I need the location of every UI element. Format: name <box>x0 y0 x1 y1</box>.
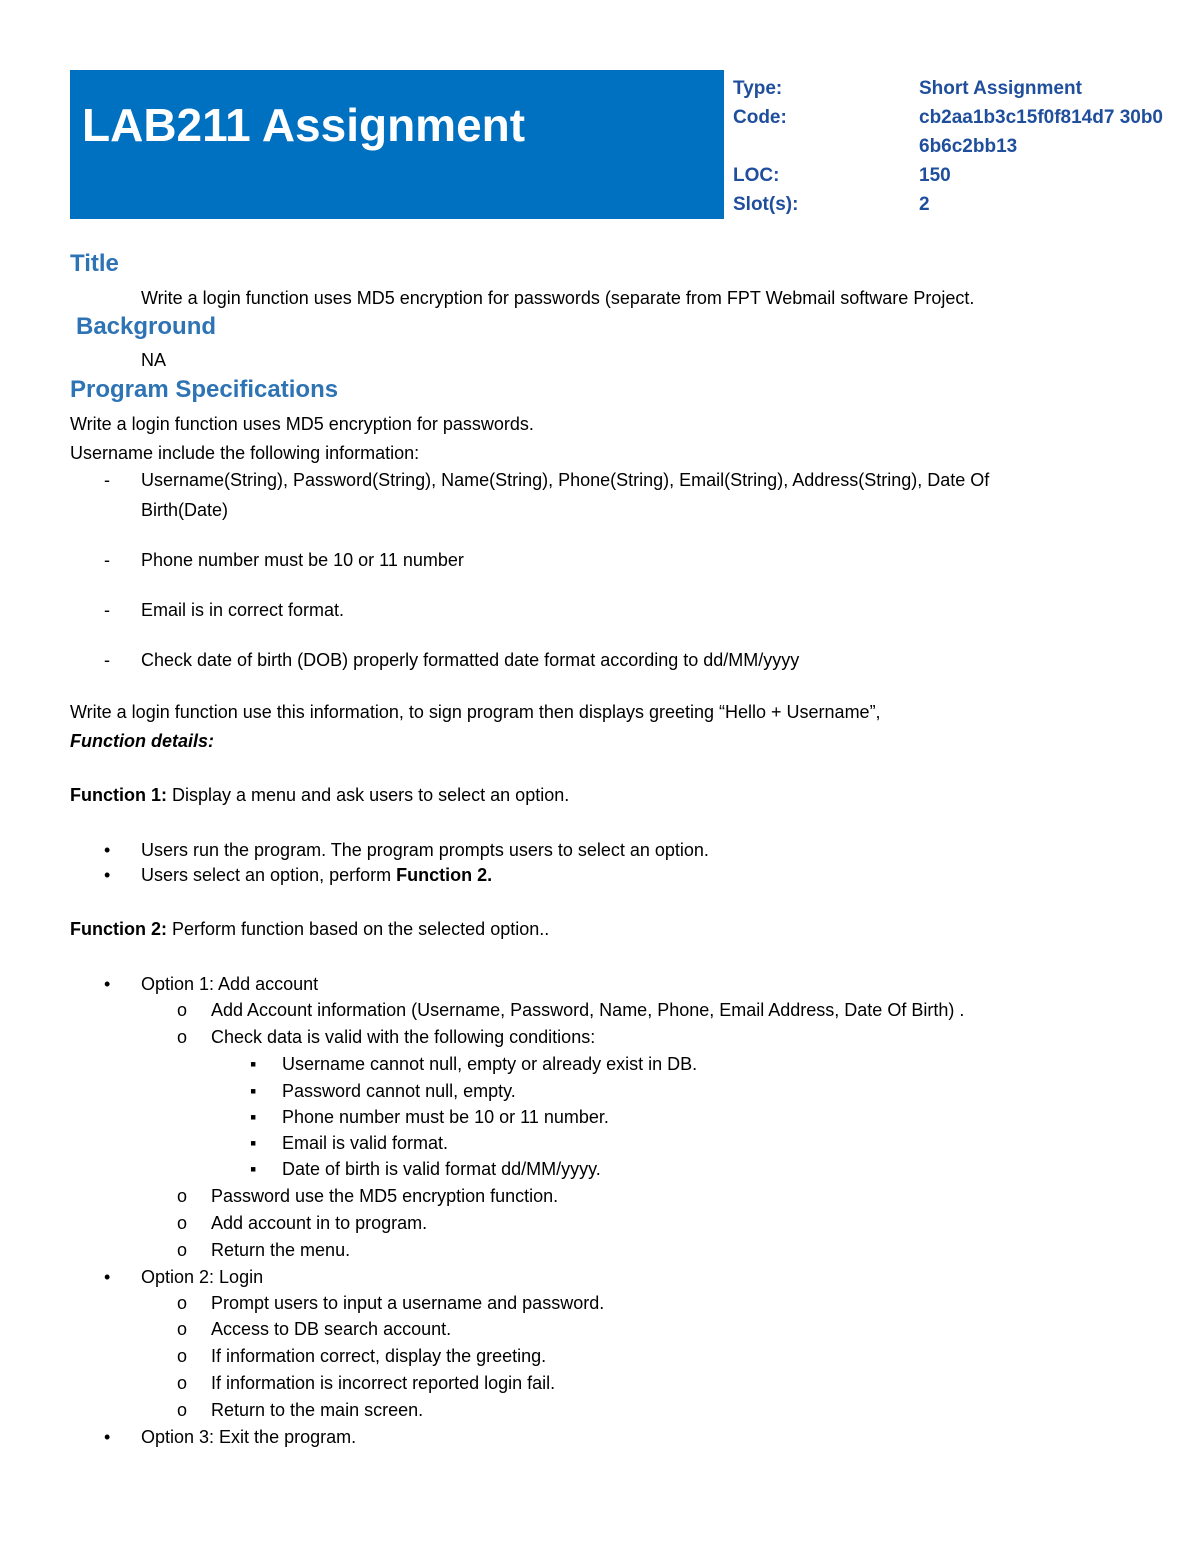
bullet-marker: • <box>104 865 111 885</box>
bullet-marker: • <box>104 974 111 994</box>
function2-label: Function 2: <box>70 919 167 939</box>
meta-value: cb2aa1b3c15f0f814d7 30b06b6c2bb13 <box>919 107 1163 157</box>
sub-item: Password use the MD5 encryption function. <box>211 1186 559 1206</box>
meta-value: 2 <box>919 194 930 215</box>
bullet-marker: • <box>104 1267 111 1287</box>
function1-label: Function 1: <box>70 785 167 805</box>
dash-marker: - <box>104 550 110 570</box>
circle-marker: o <box>177 1240 188 1260</box>
greeting-line: Write a login function use this information, to sign program then displays greeting “Hello + Username”, <box>70 702 881 722</box>
sub-item: Prompt users to input a username and password. <box>211 1293 605 1313</box>
square-marker: ▪ <box>250 1133 257 1153</box>
square-marker: ▪ <box>250 1081 257 1101</box>
meta-table <box>733 74 1173 219</box>
circle-marker: o <box>177 1213 188 1233</box>
sub-item: Return to the main screen. <box>211 1400 424 1420</box>
sub-item: Check data is valid with the following conditions: <box>211 1027 596 1047</box>
dash-item: Username(String), Password(String), Name(String), Phone(String), Email(String), Address(String), Date Of <box>141 470 990 490</box>
dash-marker: - <box>104 470 110 490</box>
square-marker: ▪ <box>250 1159 257 1179</box>
circle-marker: o <box>177 1373 188 1393</box>
meta-row-type <box>733 74 1173 103</box>
circle-marker: o <box>177 1346 188 1366</box>
option-3: Option 3: Exit the program. <box>141 1427 357 1447</box>
sub-item: Return the menu. <box>211 1240 351 1260</box>
page-title: LAB211 Assignment <box>82 99 526 151</box>
function2-line <box>70 916 549 942</box>
bullet-item: Users run the program. The program prompts users to select an option. <box>141 840 709 860</box>
meta-row-loc <box>733 161 1173 190</box>
background-heading: Background <box>76 313 217 340</box>
sub-item: If information is incorrect reported login fail. <box>211 1373 556 1393</box>
condition-item: Username cannot null, empty or already exist in DB. <box>282 1054 698 1074</box>
sub-item: Add Account information (Username, Password, Name, Phone, Email Address, Date Of Birth) . <box>211 1000 965 1020</box>
dash-item: Birth(Date) <box>141 500 229 520</box>
circle-marker: o <box>177 1000 188 1020</box>
meta-label: Type: <box>733 78 783 99</box>
function1-desc: Display a menu and ask users to select an option. <box>167 785 570 805</box>
spec-heading: Program Specifications <box>70 376 339 403</box>
circle-marker: o <box>177 1400 188 1420</box>
dash-marker: - <box>104 600 110 620</box>
square-marker: ▪ <box>250 1107 257 1127</box>
spec-line: Username include the following information: <box>70 443 420 463</box>
bullet-text: Users select an option, perform <box>141 865 397 885</box>
option-1: Option 1: Add account <box>141 974 319 994</box>
circle-marker: o <box>177 1293 188 1313</box>
meta-label: Slot(s): <box>733 194 799 215</box>
dash-marker: - <box>104 650 110 670</box>
bullet-bold: Function 2. <box>396 865 493 885</box>
meta-label: Code: <box>733 107 787 128</box>
dash-item: Phone number must be 10 or 11 number <box>141 550 464 570</box>
meta-row-code <box>733 103 1173 161</box>
spec-line: Write a login function uses MD5 encryption for passwords. <box>70 414 534 434</box>
title-text: Write a login function uses MD5 encryption for passwords (separate from FPT Webmail software Project. <box>141 288 975 308</box>
dash-item: Check date of birth (DOB) properly formatted date format according to dd/MM/yyyy <box>141 650 800 670</box>
header-banner <box>70 70 724 219</box>
function-details-label: Function details: <box>70 731 214 751</box>
meta-value: 150 <box>919 165 951 186</box>
meta-row-slots <box>733 190 1173 219</box>
sub-item: Access to DB search account. <box>211 1319 452 1339</box>
dash-item: Email is in correct format. <box>141 600 345 620</box>
option-2: Option 2: Login <box>141 1267 264 1287</box>
condition-item: Password cannot null, empty. <box>282 1081 516 1101</box>
background-text: NA <box>141 350 167 370</box>
circle-marker: o <box>177 1319 188 1339</box>
title-heading: Title <box>70 250 119 277</box>
condition-item: Date of birth is valid format dd/MM/yyyy. <box>282 1159 601 1179</box>
square-marker: ▪ <box>250 1054 257 1074</box>
function1-line <box>70 782 569 808</box>
condition-item: Phone number must be 10 or 11 number. <box>282 1107 609 1127</box>
bullet-item <box>141 862 492 888</box>
sub-item: Add account in to program. <box>211 1213 428 1233</box>
meta-value: Short Assignment <box>919 78 1082 99</box>
circle-marker: o <box>177 1027 188 1047</box>
sub-item: If information correct, display the greeting. <box>211 1346 547 1366</box>
condition-item: Email is valid format. <box>282 1133 449 1153</box>
function2-desc: Perform function based on the selected option.. <box>167 919 550 939</box>
circle-marker: o <box>177 1186 188 1206</box>
bullet-marker: • <box>104 1427 111 1447</box>
meta-label: LOC: <box>733 165 780 186</box>
bullet-marker: • <box>104 840 111 860</box>
